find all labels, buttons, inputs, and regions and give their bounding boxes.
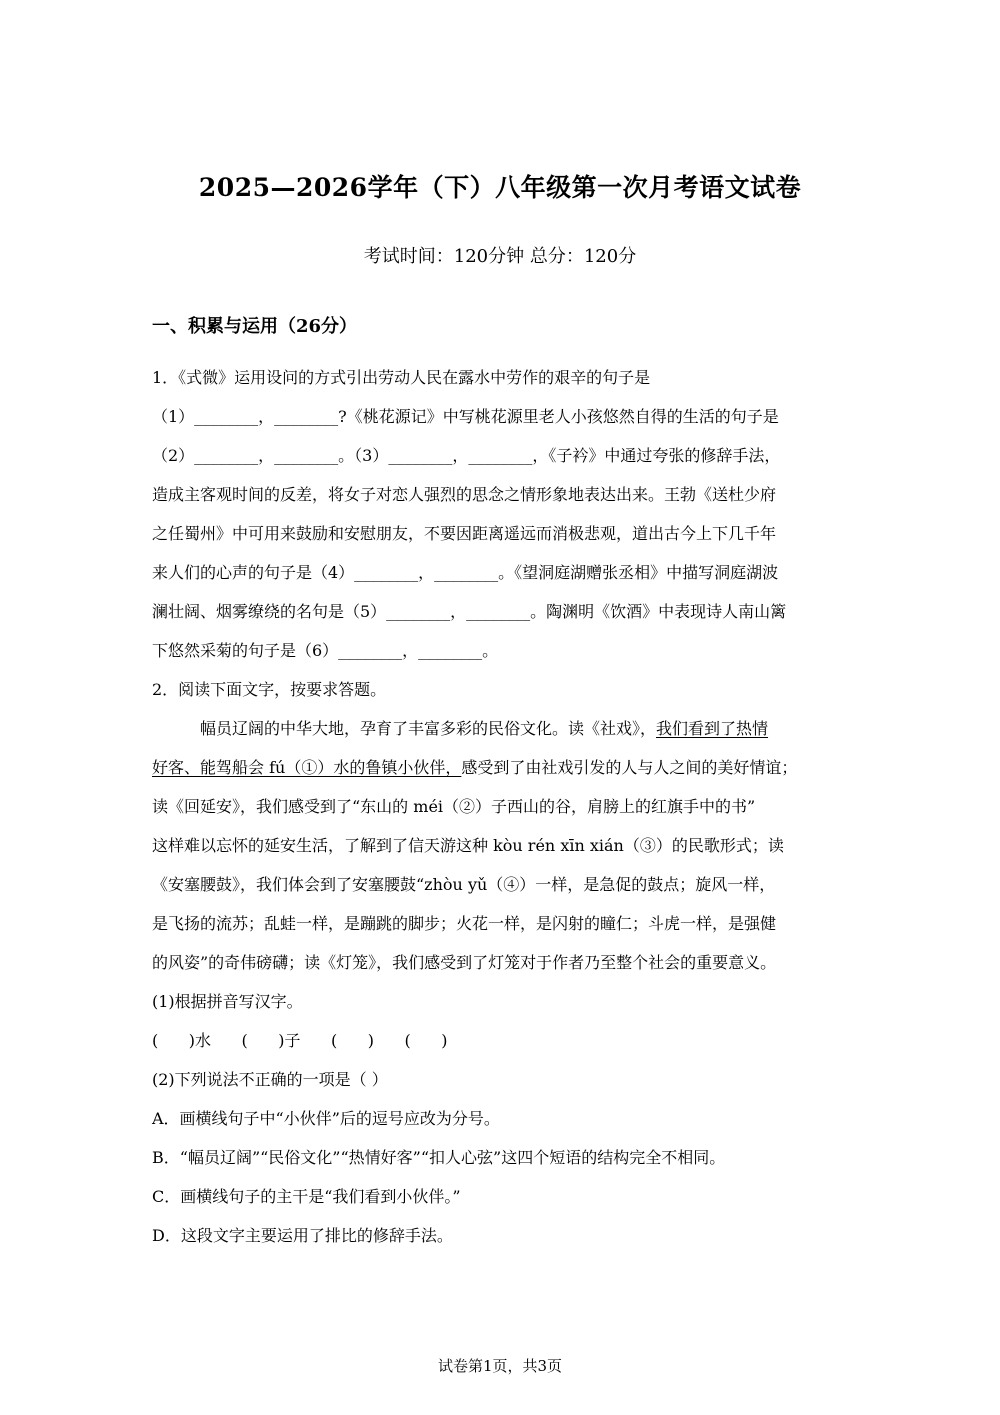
passage-line: 是飞扬的流苏；乱蛙一样，是蹦跳的脚步；火花一样，是闪射的瞳仁；斗虎一样，是强健 — [152, 914, 777, 933]
underlined-sentence: 好客、能驾船会 fú（①）水的鲁镇小伙伴， — [152, 758, 462, 777]
passage-line: 这样难以忘怀的延安生活，了解到了信天游这种 kòu rén xīn xián（③）的民歌形式；读 — [152, 836, 784, 855]
passage-text: 感受到了由社戏引发的人与人之间的美好情谊； — [461, 758, 798, 777]
q1-line: 1．《式微》运用设问的方式引出劳动人民在露水中劳作的艰辛的句子是 — [152, 368, 651, 387]
option-b: B．“幅员辽阔”“民俗文化”“热情好客”“扣人心弦”这四个短语的结构完全不相同。 — [152, 1148, 726, 1167]
passage-line — [152, 748, 862, 787]
question-body — [152, 358, 862, 1255]
q1-line: 造成主客观时间的反差，将女子对恋人强烈的思念之情形象地表达出来。王勃《送杜少府 — [152, 485, 777, 504]
answer-blanks: ( )水 ( )子 ( ) ( ) — [152, 1031, 448, 1050]
q2-heading: 2．阅读下面文字，按要求答题。 — [152, 680, 387, 699]
section-heading: 一、积累与运用（26分） — [152, 316, 358, 337]
q1-line: （1）________，________?《桃花源记》中写桃花源里老人小孩悠然自得的生活的句子是 — [152, 407, 779, 426]
option-d: D．这段文字主要运用了排比的修辞手法。 — [152, 1226, 453, 1245]
passage-line: 读《回延安》，我们感受到了“东山的 méi（②）子西山的谷，肩膀上的红旗手中的书” — [152, 797, 756, 816]
option-c: C．画横线句子的主干是“我们看到小伙伴。” — [152, 1187, 461, 1206]
option-a: A．画横线句子中“小伙伴”后的逗号应改为分号。 — [152, 1109, 500, 1128]
sub-question-1: (1)根据拼音写汉字。 — [152, 992, 303, 1011]
passage-line — [152, 709, 862, 748]
q1-line: 下悠然采菊的句子是（6）________，________。 — [152, 641, 499, 660]
sub-question-2: (2)下列说法不正确的一项是（ ） — [152, 1070, 388, 1089]
passage-line: 《安塞腰鼓》，我们体会到了安塞腰鼓“zhòu yǔ（④）一样，是急促的鼓点；旋风一样， — [152, 875, 776, 894]
q1-line: 澜壮阔、烟雾缭绕的名句是（5）________，________。陶渊明《饮酒》中表现诗人南山篱 — [152, 602, 787, 621]
page-footer: 试卷第1页，共3页 — [437, 1357, 563, 1375]
exam-info: 考试时间：120分钟 总分：120分 — [363, 246, 637, 267]
q1-line: （2）________，________。（3）________，________，《子衿》中通过夸张的修辞手法， — [152, 446, 781, 465]
exam-title: 2025—2026学年（下）八年级第一次月考语文试卷 — [198, 173, 802, 202]
passage-line: 的风姿”的奇伟磅礴；读《灯笼》，我们感受到了灯笼对于作者乃至整个社会的重要意义。 — [152, 953, 777, 972]
q1-line: 之任蜀州》中可用来鼓励和安慰朋友，不要因距离遥远而消极悲观，道出古今上下几千年 — [152, 524, 777, 543]
underlined-sentence: 我们看到了热情 — [656, 719, 769, 738]
q1-line: 来人们的心声的句子是（4）________，________。《望洞庭湖赠张丞相》中描写洞庭湖波 — [152, 563, 779, 582]
passage-text: 幅员辽阔的中华大地，孕育了丰富多彩的民俗文化。读《社戏》， — [200, 719, 657, 738]
